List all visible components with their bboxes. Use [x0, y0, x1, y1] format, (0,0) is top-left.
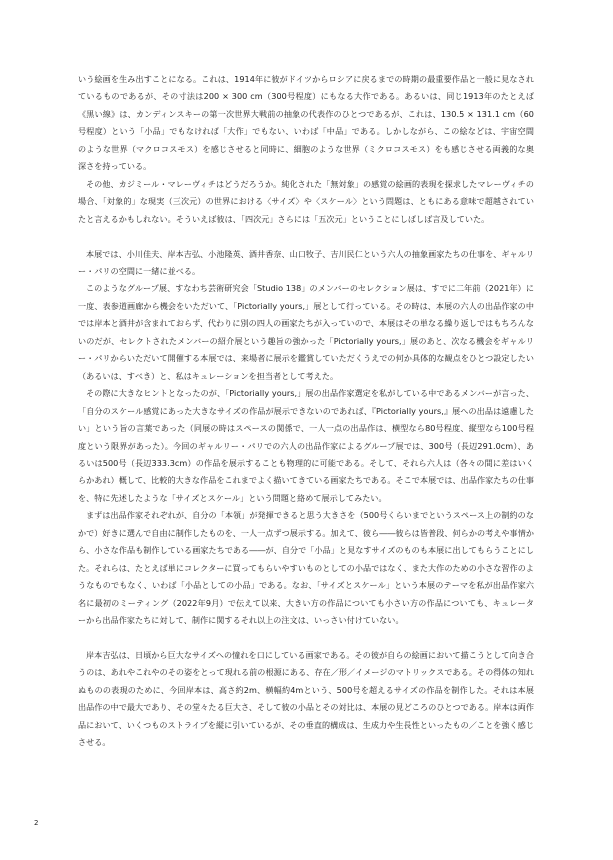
page-number: 2: [34, 819, 39, 827]
paragraph-4: このようなグループ展、すなわち芸術研究会「Studio 138」のメンバーのセレクション展は、すでに二年前（2021年）に一度、表参道画廊から機会をいただいて、「Pictorially yours,」展として行っている。その時は、本展の六人の出品作家の中では岸本と酒井が含まれておらず、代わりに別の四人の画家たちが入っていので、本展はその単なる繰り返しではもちろんないのだが、セレクトされたメンバーの紹介展という趣旨の強かった「Pictorially yours,」展のあと、次なる機会をギャルリー・パリからいただいて開催する本展では、来場者に展示を鑑賞していただくうえでの何か具体的な観点をひとつ設定したい（あるいは、すべき）と、私はキュレーションを担当者として考えた。: [78, 283, 534, 381]
paragraph-gap: [78, 228, 534, 245]
paragraph-2: その他、カジミール・マレーヴィチはどうだろうか。純化された「無対象」の感覚の絵画的表現を探求したマレーヴィチの場合、「対象的」な現実（三次元）の世界における〈サイズ〉や〈スケール〉という問題は、ともにある意味で超越されていたと言えるかもしれない。そういえば彼は、「四次元」さらには「五次元」ということにしばしば言及していた。: [78, 178, 534, 224]
paragraph-6: まずは出品作家それぞれが、自分の「本領」が発揮できると思う大きさを（500号くらいまでというスペース上の制約のなかで）好きに選んで自由に制作したものを、一人一点ずつ展示する。加えて、彼ら――彼らは皆普段、何らかの考えや事情から、小さな作品も制作している画家たちである――が、自分で「小品」と見なすサイズのものも本展に出してもらうことにした。それらは、たとえば単にコレクターに買ってもらいやすいものとしての小品ではなく、また大作のための小さな習作のようなものでもなく、いわば「小品としての小品」である。なお、「サイズとスケール」という本展のテーマを私が出品作家六名に最初のミーティング（2022年9月）で伝えて以来、大きい方の作品についても小さい方の作品についても、キュレーターから出品作家たちに対して、制作に関するそれ以上の注文は、いっさい付けていない。: [78, 510, 534, 626]
paragraph-gap: [78, 629, 534, 646]
paragraph-1: いう絵画を生み出すことになる。これは、1914年に彼がドイツからロシアに戻るまでの時期の最重要作品と一般に見なされているものであるが、その寸法は200 × 300 cm（300号程度）にもなる大作である。あるいは、同じ1913年のたとえば《黒い線》は、カンディンスキーの第一次世界大戦前の抽象の代表作のひとつであるが、これは、130.5 × 131.1 cm（60号程度）という「小品」でもなければ「大作」でもない、いわば「中品」である。しかしながら、この絵などは、宇宙空間のような世界（マクロコスモス）を感じさせると同時に、細胞のような世界（ミクロコスモス）をも感じさせる両義的な奥深さを持っている。: [78, 74, 534, 172]
paragraph-3: 本展では、小川佳夫、岸本吉弘、小池隆英、酒井香奈、山口牧子、吉川民仁という六人の抽象画家たちの仕事を、ギャルリー・パリの空間に一緒に並べる。: [78, 248, 534, 276]
body-text: [78, 71, 534, 752]
paragraph-7: 岸本吉弘は、日頃から巨大なサイズへの憧れを口にしている画家である。その彼が自らの絵画において描こうとして向き合うのは、あれやこれやのその姿をとって現れる前の根源にある、存在／形／イメージのマトリックスである。その得体の知れぬものの表現のために、今回岸本は、高さ約2m、横幅約4mという、500号を超えるサイズの作品を制作した。それは本展出品作の中で最大であり、その堂々たる巨大さ、そして彼の小品とその対比は、本展の見どころのひとつである。岸本は両作品において、いくつものストライプを縦に引いているが、その垂直的構成は、生成力や生長性といったもの／ことを強く感じさせる。: [78, 649, 534, 748]
paragraph-5: その際に大きなヒントとなったのが、「Pictorially yours,」展の出品作家選定を私がしている中であるメンバーが言った、「自分のスケール感覚にあった大きなサイズの作品が展示できないのであれば、『Pictorially yours,』展への出品は遠慮したい」という旨の言葉であった（同展の時はスペースの関係で、一人一点の出品作は、横型なら80号程度、縦型なら100号程度という限界があった）。今回のギャルリー・パリでの六人の出品作家によるグループ展では、300号（長辺291.0cm）、あるいは500号（長辺333.3cm）の作品を展示することも物理的に可能である。そして、それら六人は（各々の間に差はいくらかあれ）概して、比較的大きな作品をこれまでよく描いてきている画家たちである。そこで本展では、出品作家たちの仕事を、特に先述したような「サイズとスケール」という問題と絡めて展示してみたい。: [78, 388, 534, 503]
